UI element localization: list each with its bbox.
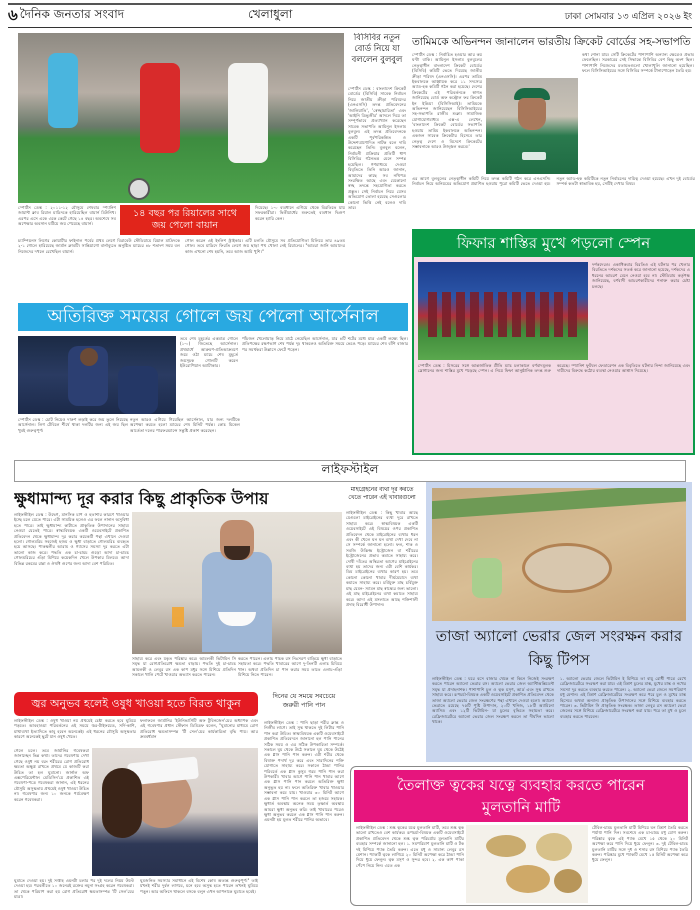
spain-body-bottom: স্পোর্টস ডেস্ক : মিসরের সঙ্গে আন্তর্জাতিক প্রীতি ম্যাচ চলাকালে বর্ণবাদমূলক স্লোগানের জন্য শাস্তির মুখে পড়েছে স্পেন। এ নিয়ে ফিফা আনুষ্ঠানিক তদন্ত শুরু করেছে। স্প্যানিশ ফুটবল ফেডারেশন এক বিবৃতিতে ঘটনার নিন্দা জানিয়েছে এবং দায়ীদের বিরুদ্ধে কঠোর ব্যবস্থা নেওয়ার আশ্বাস দিয়েছে। — [418, 363, 690, 374]
water-body: লাইফস্টাইল ডেস্ক : পানি ছাড়া শরীর ক্লান্ত ও নির্জীব লাগে। তাই সুস্থ থাকতে দুই লিটার পানি পান করা উচিত। স্বাস্থ্যবিষয়ক একটি ওয়েবসাইটে প্রকাশিত প্রতিবেদনে জানানো হল পানি পানের সঠিক সময় ও এর সঠিক উপকারিতা সম্পর্কে। সকালে ঘুম থেকে উঠে সকালে ঘুম থেকে উঠেই এক গ্লাস পানি পান করুন। এটা শরীর থেকে বিষাক্ত পদার্থ দূর করে এবং সারাদিনের শক্তি যোগাতে সাহায্য করে। সকালে ঠান্ডা পানির পরিবর্তে এক গ্লাস কুসুম গরম পানি পান করা উপকারী। খাবার আগে পানি পান খাবার আগে এক গ্লাস পানি পান করলে অতিরিক্ত ক্ষুধা অনুভূত হয় না। ফলে অতিরিক্ত খাবার খাওয়ার সম্ভাবনা কমে যায়। খাওয়ার ৩০ মিনিট আগে এক গ্লাস পানি পান করলে তা হজমে সহায়ক। ক্ষুধার্ত অবস্থায় অনেক সময় তৃষ্ণার্ত অবস্থায় আমরা ক্ষুধা অনুভব করি। তাই খাবারের পরেও ক্ষুধা অনুভব করলে এক গ্লাস পানি পান করুন। এমনটা হয় মূলত শরীরে পানির অভাবে। — [264, 720, 344, 823]
bulbul-body: স্পোর্টস ডেস্ক : বাংলাদেশ ক্রিকেট বোর্ডের (বিসিবি) সাবেক নির্বাচন নিয়ে জাতীয় ক্রীড়া পরিষদের (এনএসসি) তদন্ত প্রতিবেদনের 'জালিয়াতি', 'স্বেচ্ছাচারিতা' এবং 'আইনি ত্রিভুজীর' আদলে দিয়ে তা সম্পূর্ণভাবে প্রত্যাখ্যান করেছেন সাবেক সভাপতি আমিনুল ইসলাম বুলবুল। এই তদন্ত প্রতিবেদনকে একটি পূর্বপরিকল্পিত ও উদ্দেশ্যপ্রণোদিত নাটক বলে দাবি করেছেন তিনি। বুলবুল বলেন, নির্বাচনী প্রক্রিয়ার প্রতিটি ধাপ বিসিবির গঠনতন্ত্র মেনে সম্পন্ন হয়েছিল। গণমাধ্যমে দেওয়া বিবৃতিতে তিনি আরও জানান, আমাদের কাছে সব নথিপত্র সংরক্ষিত আছে এবং যেকোনো স্বচ্ছ তদন্তে সহযোগিতা করতে প্রস্তুত। সেই নির্বাচন নিয়ে যেসব অভিযোগ তোলা হয়েছে সেগুলোর কোনো ভিত্তি নেই বলেও দাবি তার। — [348, 86, 406, 210]
section-title: খেলাধুলা — [248, 7, 293, 21]
arsenal-photo — [18, 336, 176, 414]
fever-body-top-left: লাইফস্টাইল ডেস্ক : ওষুধ খাওয়া নয় প্রথমেই চেষ্টা করতে হবে ঘুমিয়ে পড়তে। আবহাওয়া পরিবর্তনের এই সময়ে জ্বর-টাইফয়েড, সর্দি-কাশি, মাথাব্যথা ইত্যাদিতে কাবু হবেন অনেকেই। এই ধরনের মৌসুমি অসুস্থতার কারণে অনেকেই ছুটে যান ওষুধ খেতে। — [14, 718, 136, 740]
water-headline: দিনের যে সময়ে সবচেয়ে জরুরী পানি পান — [272, 692, 336, 709]
fever-body-bottom-left: ঘুমাতে দেওয়া হয়। দুই সপ্তাহ এমনটা চলার পর দুই দলের নিয়ম উল্টে দেওয়া হয়। পরবর্তীতে ১০ জনেরই রক্তের নমুনা সংগ্রহ করেন গবেষকরা। তা থেকে পরিমাপ করা হয় রোগ প্রতিরোধ ক্ষমতাসম্পন্ন 'টি সেল'য়ের মাত্রা। — [14, 878, 134, 900]
spain-headline-text: ফিফার শাস্তির মুখে পড়লো স্পেন — [456, 233, 651, 252]
arsenal-body-side: তবে শেষ মুহূর্তের একমাত্র গোলে (১-০) জিতেছে আর্সেনাল। প্রথমার্ধে আক্রমণ-প্রতিআক্রমণে জমে ওঠা ম্যাচে শেষ মুহূর্তে জয়সূচক গোলটি করেন ইউরোপিয়ান অ্যাটাকার। — [180, 336, 238, 369]
fever-body-bottom-right: ঘুমজনিত সমস্যার সমাধানে এই বিশেষ কোষ অত্যন্ত গুরুত্বপূর্ণ।" তাই যখনই শরীর দুর্বল লাগবে, মনে হবে অসুস্থ হতে পারেন তখনই ঘুমিয়ে পড়ুন। আর অফিসে থাকলে বসকে বলুন এখন আপনাকে ঘুমাতে হবেই। — [140, 878, 258, 894]
multani-body-left: লাইফস্টাইল ডেস্ক : শুষ্ক ত্বকের যত্নে মুলতানি মাটি, তবে শুষ্ক ত্বক ভালো রাখতেও বেশ কার্যকর। রূপচর্চা-বিষয়ক একটি ওয়েবসাইটে প্রকাশিত প্রতিবেদন থেকে শুষ্ক ত্বক পরিচর্যায় মুলতানি মাটির ব্যবহার সম্পর্কে জানানো হল। ১. সমপরিমাণ মুলতানি মাটি ও টক দই মিশিয়ে প্যাক তৈরি করুন। এতে মধু ও সামান্য লেবুর রস মেশান। প্যাকটি ত্বকে লাগিয়ে ২০ মিনিট অপেক্ষা করে ঠান্ডা পানি দিয়ে ধুয়ে ফেলুন। ত্বক মসৃণ ও সুন্দর হবে। ২. এক কাপ পাকা পেঁপে নিয়ে নিন। এতে এক — [356, 825, 464, 868]
arsenal-body-far: নতুন আরও এগিয়ে গিয়েছিল আর্সেনাল, যার জন্য দলটিকে অপেক্ষা করতে হলো ম্যাচের শেষ মিনিট পর্যন্ত। কোচ মিকেল আর্তেতা দলের পারফরম্যান্সে সন্তুষ্টি প্রকাশ করেছেন। — [130, 417, 240, 433]
migraine-headline: মাইগ্রেইনের ব্যথা দূর করতে খেতে পারেন এই খাবারগুলো — [348, 487, 416, 501]
tamim-body-bottom: এর আগে বুলবুলের নেতৃত্বাধীন কমিটি নিয়ে তদন্ত কমিটি গঠন করে এনএসসি। নির্বাচন নিয়ে অনিয়মের অভিযোগ প্রমাণিত হওয়ায় পুরো কমিটি ভেঙে দেওয়া হয়। নতুন অ্যাড-হক কমিটিকে নতুন নির্বাচনের দায়িত্ব দেওয়া হয়েছে। এখন দুই বোর্ডের সম্পর্ক কতটা স্বাভাবিক হয়, সেটিই দেখার বিষয়। — [412, 176, 695, 187]
bayern-body-left: স্পোর্টস ডেস্ক : ২০১১-১২ মৌসুমে শেষবার স্প্যানিশ জায়ান্ট ক্লাব রিয়াল মাদ্রিদকে হারিয়েছিল বায়ার্ন মিউনিখ। এরপর এসে একে একে কেটে গেছে ১৪ বছর। অবশেষে সব অপেক্ষার অবসান ঘটিয়ে জয় পেয়েছে বায়ার্ন। — [18, 205, 116, 227]
tamim-body-left: স্পোর্টস ডেস্ক : নির্বাচিত হওয়ার আর কয় ঘণ্টা বাকি। আমিনুল ইসলাম বুলবুলের নেতৃত্বাধীন বাংলাদেশ ক্রিকেট বোর্ডের (বিসিবি) কমিটি ভেঙে দিয়েছে জাতীয় ক্রীড়া পরিষদ (এনএসসি)। এরপর তামিম ইকবালকে আহ্বায়ক করে ১১ সদস্যের অ্যাড-হক কমিটি গঠন করা হয়েছে। দেশের ক্রিকেটের এই পরিবর্তনকে স্বাগত জানিয়েছে বোর্ড অফ কন্ট্রোল ফর ক্রিকেট ইন ইন্ডিয়া (বিসিসিআই)। তামিমকে অভিনন্দন জানিয়েছেন বিসিসিআইয়ের সহ-সভাপতি রাজীব শুক্লা। সামাজিক যোগাযোগমাধ্যম এক্স-এ লেখেন, 'বাংলাদেশ ক্রিকেট বোর্ডের সভাপতি হওয়ায় তামিম ইকবালকে অভিনন্দন। একজন সাবেক ক্রিকেটার হিসেবে তার নেতৃত্ব দেশে ও বিদেশে ক্রিকেটের সম্ভাবনাকে আরও উজ্জ্বল করবে।' — [412, 52, 482, 149]
aloe-body-right: ১. অ্যালো ভেরার জেলে ভিটামিন ই মিশিয়ে তা বায়ু রোধী পাত্রে রেখে রেফ্রিজারেটরে সংরক্ষণ করা যায়। এই মিশ্রণ চুলের মাস্ক, মুখের মাস্ক ও নখের সমস্যা দূর করতে ব্যবহার করতে পারেন। ২. অ্যালো ভেরা জেলে সমপরিমাণ মধু মেশান। এই মিশ্রণ রেফ্রিজারেটরে সংরক্ষণ করে পরে চুল ও মুখের মাস্ক হিসেবে অথবা অন্যান্য প্রাকৃতিক উপাদানের সঙ্গে মিশিয়ে ব্যবহার করতে পারেন। ৩. ভিটামিন সি প্রাকৃতিক সংরক্ষক। তাজা লেবুর রস অ্যালো ভেরা জেলের সঙ্গে মিশিয়ে রেফ্রিজারেটরে সংরক্ষণ করা যায়। পরে তা মুখ ও চুলে ব্যবহার করতে পারবেন। — [560, 676, 686, 719]
arsenal-body-bottom: স্পোর্টস ডেস্ক : চোট নিয়েও দারুণ লড়াই করে জয় তুলে নিয়েছে আর্সেনাল। লিগ টেবিলে শীর্ষে থাকা দলটির জন্য এই জয় ছিল খুবই গুরুত্বপূর্ণ। — [18, 417, 128, 433]
arsenal-headline — [18, 303, 408, 331]
bayern-headline-text: ১৪ বছর পর রিয়ালের সাথে জয় পেলো বায়ান — [133, 208, 237, 231]
aloe-body-left: লাইফস্টাইল ডেস্ক : ঘরে বসে বাজার থেকে না কিনে নিজেই সংরক্ষণ করতে পারেন অ্যালো ভেরার রস। অ্যালো ভেরার জেল অ্যান্টিঅক্সিডেন্ট সমৃদ্ধ যা প্রদাহনাশক। পাশাপাশি চুল ও ত্বক মসৃণ, আর্দ্র এবং সুস্থ রাখতে সাহায্য করে। রূপচর্চা-বিষয়ক একটি ওয়েবসাইটে প্রকাশিত প্রতিবেদন থেকে তাজা অ্যালো ভেরার জেল সংরক্ষণের পন্থা এখানে দেওয়া হলো। অ্যালো ভেরাতে রয়েছে ৭৫টি পুষ্টি উপাদান, ২০টি খনিজ, ১৮টি অ্যামিনো অ্যাসিড এবং ১২টি ভিটামিন- যা চুলের বৃদ্ধিতে সহায়তা করে। রেফ্রিজারেটরে অ্যালো ভেরার জেল সংরক্ষণ করলে তা দীর্ঘদিন ভালো থাকে। — [432, 676, 554, 725]
arsenal-body-mid: পাঁচজন খেলোয়াড় নিয়ে মাঠে নেমেছিল আর্সেনাল, যার ৪টি শটের মধ্যে মাত্র একটি লক্ষ্যে ছিল। প্রতিপক্ষের রক্ষণভাগ শেষ পর্যন্ত দৃঢ় থাকলেও অতিরিক্ত সময়ে ভেঙে পড়ে। ম্যাচের শেষ বাঁশি বাজার পর সমর্থকরা উল্লাসে ফেটে পড়েন। — [242, 336, 408, 352]
bayern-headline — [120, 205, 250, 235]
sick-woman-photo — [92, 748, 258, 876]
paper-name: দৈনিক জনতার সংবাদ — [19, 7, 125, 21]
lifestyle-section-bar — [14, 460, 686, 482]
aloe-headline: তাজা অ্যালো ভেরার জেল সংরক্ষন করার কিছু টিপস — [435, 627, 683, 669]
bayern-body-bottom-right: গোল করেন এই ইংলিশ স্ট্রাইকার। এটি চলতি মৌসুমে সব প্রতিযোগিতা মিলিয়ে তার ৪৯তম গোল। তবে মাদ্রিদে ফিরতি লেগে জয় ছাড়া পথ খোলা নেই রিয়ালের। "আমরা জানি আমাদের কাজ এখনো শেষ হয়নি, তবে আজ আমি খুশি।" — [185, 238, 345, 254]
appetite-headline: ক্ষুধামান্দ্য দূর করার কিছু প্রাকৃতিক উপায় — [14, 489, 269, 508]
fever-headline — [14, 692, 258, 716]
bulbul-headline: বিসিবির নতুন বোর্ড নিয়ে যা বললেন বুলবুল — [351, 33, 403, 65]
aloe-vera-photo — [432, 488, 686, 621]
header-top-rule — [8, 3, 692, 5]
appetite-body-bottom2: করতে পারেন। এলাচ পাচক রস নিঃসরণ বাড়িয়ে ক্ষুধা বাড়াতে সহায়তা করে। পদ্ধতি খাবারের আগে দু-তিনটি এলাচ চিবিয়ে খান। অথবা প্রতিদিন চা পান করার সময় তাতে এলাচ-গুঁড়া মিশিয়ে নিতে পারেন। — [238, 656, 342, 678]
bayern-real-photo — [18, 33, 344, 203]
lifestyle-section-label: লাইফস্টাইল — [321, 462, 379, 476]
tamim-headline: তামিমকে অভিনন্দন জানালেন ভারতীয় ক্রিকেট বোর্ডের সহ-সভাপতি — [412, 36, 691, 48]
man-refusing-food-photo — [132, 512, 342, 654]
header-bottom-rule — [8, 27, 692, 28]
tamim-body-right: কথা শোনা যায়। সেটি ক্রিকেটের পাশাপাশি অন্যান্য ক্ষেত্রেও প্রভাব ফেলেছিল। সরকারের সেই সিদ্ধান্তে বিসিবির বেশ কিছু অংশ ছিল। পাশাপাশি নিজেদের মতামতগুলো খোলাখুলি জানানো হয়েছিল। ফলে বিসিসিআইয়ের সঙ্গে বিসিবির সম্পর্কে টানাপোড়েন তৈরি হয়। — [582, 52, 694, 74]
fever-body-top-right: ফলাফলে জার্মানির 'ইউনিভার্সিটি অফ টুবিনজেন'য়ের অধ্যাপক এবং এই গবেষণার প্রধান স্টেফান ডিমিত্রফ বলেন, "ঘুমানোর মাধ্যমে রোগ প্রতিরোধ ক্ষমতাসম্পন্ন 'টি সেল'য়ের কার্যকারিতা বৃদ্ধি পায়। আর ক্রমবর্ধমান — [140, 718, 258, 740]
bayern-body-bottom-left: চ্যাম্পিয়নস লিগের কোয়ার্টার ফাইনাল পর্বের প্রথম লেগে বিরাবেউ স্টেডিয়ামে রিয়াল মাদ্রিদকে ২-১ গোলে হারিয়েছে জার্মান ক্লাবটি। সান্তিয়াগো বার্নাব্যুতে অনুষ্ঠিত ম্যাচের ৪৮ শতাংশ সময় বল নিজেদের দখলে রেখেছিল বায়ার্ন। — [18, 238, 180, 254]
fever-headline-text: জ্বর অনুভব হলেই ওষুধ খাওয়া হতে বিরত থাকুন — [31, 696, 241, 710]
appetite-body-bottom: সাহায্য করে এবং যকৃত পরিষ্কার করে। আমলকী ভিটামিন সি সমৃদ্ধ যা রোগপ্রতিরোধ ক্ষমতা বাড়ায়। পদ্ধতি দুই চা-চামচ আমলকী ও লেবুর রস এক কাপ মধুর সঙ্গে মিশিয়ে প্রতিদিন সকালে খালি পেটে খাওয়ার অভ্যাস করতে পারেন। — [132, 656, 236, 678]
page-number: ৬ — [8, 7, 18, 24]
migraine-body: লাইফস্টাইল ডেস্ক : কিছু খাবার আছে যেগুলো মাইগ্রেইনের ব্যথা দূরে রাখতে সাহায্য করে। স্বাস্থ্যবিষয়ক একটি ওয়েবসাইটে এই বিষয়ের ওপর প্রকাশিত প্রতিবেদন থেকে মাইগ্রেইনের ব্যথার ধরন এবং কী খেলে ঘন ঘন ব্যথা দেখা দেবে না সে সম্পর্কে জানানো হলো। ফল, শাক ও সবজি উদ্ভিজ্জ ইস্ট্রোজেন বা শরীরের ইস্ট্রোজেনের প্রভাব কমাতে সাহায্য করে। দোষী দাঁতের অস্থিরতা আগের মাইগ্রেইনের ব্যথা হয় তাদের জন্য এটা বেশি কার্যকর। ডিম মাইগ্রেইনের ব্যথার কারণ হয়। তবে কোনো কোনো খাবার দীর্ঘমেয়াদে ব্যথা কমাতে সাহায্য করে। চর্বিযুক্ত মাছ চর্বিযুক্ত মাছ যেমন- স্যামন মাছ স্বাস্থ্যের জন্য ভালো। এই মাছ মাইগ্রেইনের ব্যথা কমাতে সাহায্য করে। আদা এই মসলাতে আছে শক্তিশালী প্রদাহ বিরোধী উপাদান। — [346, 510, 418, 607]
spain-team-photo — [418, 262, 588, 360]
multani-headline — [354, 770, 688, 822]
arsenal-headline-text: অতিরিক্ত সময়ের গোলে জয় পেলো আর্সেনাল — [47, 305, 379, 327]
bayern-body-right: দিয়েছে। ১-০ ব্যবধানে এগিয়ে থেকে বিরতিতে যায় সফরকারীরা। দ্বিতীয়ার্ধের শুরুতেই ব্যবধান দ্বিগুণ করেন হ্যারি কেন। — [255, 205, 345, 221]
spain-headline — [414, 231, 693, 257]
multani-body-right: টেবিল-চামচ মুলতানি মাটি মিশিয়ে ঘন মিশ্রণ তৈরি করতে পর্যাপ্ত পানি দিন। সবশেষে এক চা-চামচ মধু যোগ করুন। পরিষ্কার ত্বকে এই প্যাক মেখে ১৫ থেকে ২০ মিনিট অপেক্ষা করে পানি দিয়ে ধুয়ে ফেলুন। ৩. দুই টেবিল-চামচ মুলতানি মাটির সঙ্গে দুধ ও শসার রস মিশিয়ে প্যাক তৈরি করুন। পরিষ্কার মুখে প্যাকটি মেখে ১৫ মিনিট অপেক্ষা করে ধুয়ে ফেলুন। — [592, 825, 688, 863]
multani-headline-text: তৈলাক্ত ত্বকের যত্নে ব্যবহার করতে পারেন মুলতানি মাটি — [397, 776, 645, 816]
fever-body-left: গেলে চলে। তবে জার্মানির গবেষকরা জানাচ্ছেন ভিন্ন কথা। তাদের গবেষণায় দেখা গেছে ওষুধ নয় বরং শরীরের রোগ প্রতিরোধ ক্ষমতা অক্ষুণ্ণ রাখতে প্রথমে যে কাজটি করা উচিত তা হল ঘুমানো। জার্নাল অফ এক্সপেরিমেন্টাল মেডিসিন'য়ে প্রকাশিত এই গবেষণা-পত্রে গবেষকরা জানান, এই ধরনের মৌসুমি অসুস্থতায় প্রথমেই ওষুধ খাওয়া উচিত না। গবেষণার জন্য ১০ জনকে পর্যবেক্ষণ করেন গবেষকরা। — [14, 748, 89, 802]
page-header — [8, 7, 692, 25]
multani-clay-photo — [466, 825, 588, 903]
issue-date: ঢাকা সোমবার ১৩ এপ্রিল ২০২৬ ইং — [564, 11, 692, 22]
spain-body-right: দর্শকদেরও। একাধিকবার বিরতিও এই ঘটনার পর খেলার বিরতিতে দর্শকদের সতর্ক করে জানানো হয়েছে, দর্শকদের এ ধরনের আচরণ মেনে নেওয়া হবে না। স্টেডিয়াম কর্তৃপক্ষ জানিয়েছে, বর্ণবাদী আচরণকারীদের শনাক্ত করার চেষ্টা চলছে। — [592, 262, 690, 289]
appetite-body: লাইফস্টাইল ডেস্ক : উদ্বেগ, মানসিক চাপ ও হতাশার কারণে খাওয়ার ইচ্ছে চলে যেতে পারে। এটা সাময়িক হলেও এর ফলে নানান অসুবিধা হতে পারে। তাই ক্ষুধামান্দ্য কাটাতে প্রাকৃতিক উপাদানের সাহায্য নেওয়া যেতেই পারে। স্বাস্থ্যবিষয়ক একটি ওয়েবসাইটে প্রকাশিত প্রতিবেদন থেকে ক্ষুধামান্দ্য দূর করার কয়েকটি পন্থা এখানে দেওয়া হলো। গোলমরিচ সহজেই হজম ও ক্ষুধা বাড়াতে গোলমরিচ ব্যবহৃত হয়ে আসছে। পাকস্থলীর আরাম ও গ্যাসের সমস্যা দূর করতে এটা ভালো কাজ করে। পদ্ধতি এক চা-চামচ গুড়ো আদা চা-চামচ গোলমরিচের গুঁড়া মিশিয়ে কয়েকদিন খেলে উপকার মিলবে। আদা বিভিন্ন রকমের রান্না ও ঔষধি গুণের জন্য আদা বেশ পরিচিত। — [14, 512, 129, 566]
tamim-photo — [486, 78, 578, 174]
